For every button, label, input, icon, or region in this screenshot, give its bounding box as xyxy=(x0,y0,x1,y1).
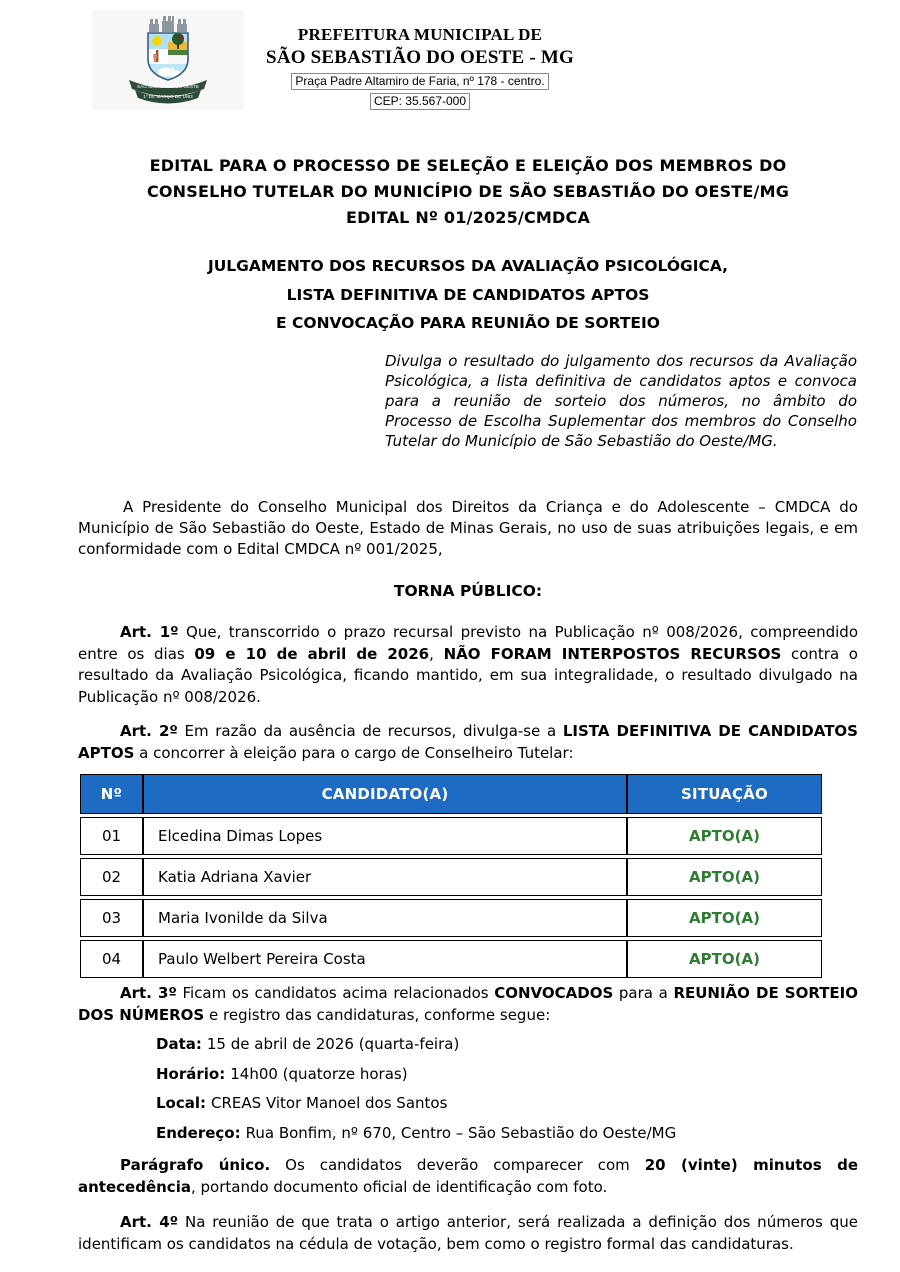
meeting-details xyxy=(156,1036,806,1154)
candidate-status: APTO(A) xyxy=(627,940,822,978)
candidate-status: APTO(A) xyxy=(627,899,822,937)
org-name-line1: PREFEITURA MUNICIPAL DE xyxy=(297,25,543,44)
meeting-place-label: Local: xyxy=(156,1094,207,1112)
ribbon-text-line2: 1º DE MARÇO DE 1963 xyxy=(143,94,193,99)
meeting-address-label: Endereço: xyxy=(156,1123,241,1142)
edital-title-line2: CONSELHO TUTELAR DO MUNICÍPIO DE SÃO SEBASTIÃO DO OESTE/MG xyxy=(146,182,790,201)
table-row xyxy=(80,817,822,855)
preamble-text: A Presidente do Conselho Municipal dos Direitos da Criança e do Adolescente – CMDCA do Município de São Sebastião do Oeste, Estado de Minas Gerais, no uso de suas atribuições legais, e em conformidade com o Edital CMDCA nº 001/2025, xyxy=(78,498,858,558)
meeting-time-value: 14h00 (quatorze horas) xyxy=(230,1064,408,1083)
meeting-address-value: Rua Bonfim, nº 670, Centro – São Sebastião do Oeste/MG xyxy=(245,1123,677,1142)
meeting-place xyxy=(156,1095,806,1112)
candidate-name: Katia Adriana Xavier xyxy=(143,858,627,896)
edital-title-line1: EDITAL PARA O PROCESSO DE SELEÇÃO E ELEIÇÃO DOS MEMBROS DO xyxy=(149,156,787,175)
edital-subtitle-line3: E CONVOCAÇÃO PARA REUNIÃO DE SORTEIO xyxy=(276,314,660,332)
candidate-status: APTO(A) xyxy=(627,858,822,896)
table-row xyxy=(80,899,822,937)
epigraph-text: Divulga o resultado do julgamento dos recursos da Avaliação Psicológica, a lista definitiva de candidatos aptos e convoca para a reunião de sorteio dos números, no âmbito do Processo de Escolha Suplementar dos membros do Conselho Tutelar do Município de São Sebastião do Oeste/MG. xyxy=(385,352,857,450)
article-3: Art. 3º Ficam os candidatos acima relacionados CONVOCADOS para a REUNIÃO DE SORTEIO DOS NÚMEROS e registro das candidaturas, conforme segue: xyxy=(78,984,859,1024)
table-row xyxy=(80,858,822,896)
table-header-row xyxy=(80,774,822,814)
candidate-number: 02 xyxy=(80,858,143,896)
meeting-time xyxy=(156,1066,806,1083)
paragrafo-unico: Parágrafo único. Os candidatos deverão comparecer com 20 (vinte) minutos de antecedência, portando documento oficial de identificação com foto. xyxy=(78,1156,859,1196)
meeting-time-label: Horário: xyxy=(156,1064,226,1083)
crown-shape xyxy=(149,16,187,32)
col-header-situacao: SITUAÇÃO xyxy=(627,774,822,814)
org-address: Praça Padre Altamiro de Faria, nº 178 - centro. xyxy=(291,73,548,90)
edital-subtitle xyxy=(78,252,858,338)
article-1: Art. 1º Que, transcorrido o prazo recursal previsto na Publicação nº 008/2026, compreendido entre os dias 09 e 10 de abril de 2026, NÃO FORAM INTERPOSTOS RECURSOS contra o resultado da Avaliação Psicológica, ficando mantido, em sua integralidade, o resultado divulgado na Publicação nº 008/2026. xyxy=(78,623,858,706)
meeting-date xyxy=(156,1036,806,1053)
org-cep: CEP: 35.567-000 xyxy=(370,93,470,110)
edital-title-line3: EDITAL Nº 01/2025/CMDCA xyxy=(345,208,591,227)
edital-subtitle-line1: JULGAMENTO DOS RECURSOS DA AVALIAÇÃO PSICOLÓGICA, xyxy=(207,257,729,275)
candidate-number: 03 xyxy=(80,899,143,937)
article-4: Art. 4º Na reunião de que trata o artigo anterior, será realizada a definição dos números que identificam os candidatos na cédula de votação, bem como o registro formal das candidaturas. xyxy=(78,1213,858,1253)
edital-title xyxy=(78,153,858,231)
meeting-date-label: Data: xyxy=(156,1035,202,1053)
article-2: Art. 2º Em razão da ausência de recursos, divulga-se a LISTA DEFINITIVA DE CANDIDATOS APTOS a concorrer à eleição para o cargo de Conselheiro Tutelar: xyxy=(78,722,858,762)
candidate-name: Maria Ivonilde da Silva xyxy=(143,899,627,937)
meeting-place-value: CREAS Vitor Manoel dos Santos xyxy=(211,1094,448,1112)
shield-field xyxy=(148,33,188,82)
col-header-numero: Nº xyxy=(80,774,143,814)
table-row xyxy=(80,940,822,978)
torna-publico-heading: TORNA PÚBLICO: xyxy=(393,582,543,600)
edital-subtitle-line2: LISTA DEFINITIVA DE CANDIDATOS APTOS xyxy=(286,285,650,304)
header-org-block xyxy=(262,24,578,110)
candidates-table xyxy=(80,771,822,981)
candidate-name: Paulo Welbert Pereira Costa xyxy=(143,940,627,978)
coat-of-arms-icon xyxy=(109,12,227,108)
meeting-address xyxy=(156,1125,806,1142)
col-header-candidato: CANDIDATO(A) xyxy=(143,774,627,814)
meeting-date-value: 15 de abril de 2026 (quarta-feira) xyxy=(206,1035,460,1053)
municipal-coat-of-arms-logo xyxy=(92,10,244,110)
ribbon-banner xyxy=(129,80,207,104)
ribbon-text-line1: SÃO SEBASTIÃO DO OESTE xyxy=(136,84,200,89)
candidate-status: APTO(A) xyxy=(627,817,822,855)
candidate-number: 04 xyxy=(80,940,143,978)
org-name-line2: SÃO SEBASTIÃO DO OESTE - MG xyxy=(266,47,574,68)
candidate-number: 01 xyxy=(80,817,143,855)
candidate-name: Elcedina Dimas Lopes xyxy=(143,817,627,855)
